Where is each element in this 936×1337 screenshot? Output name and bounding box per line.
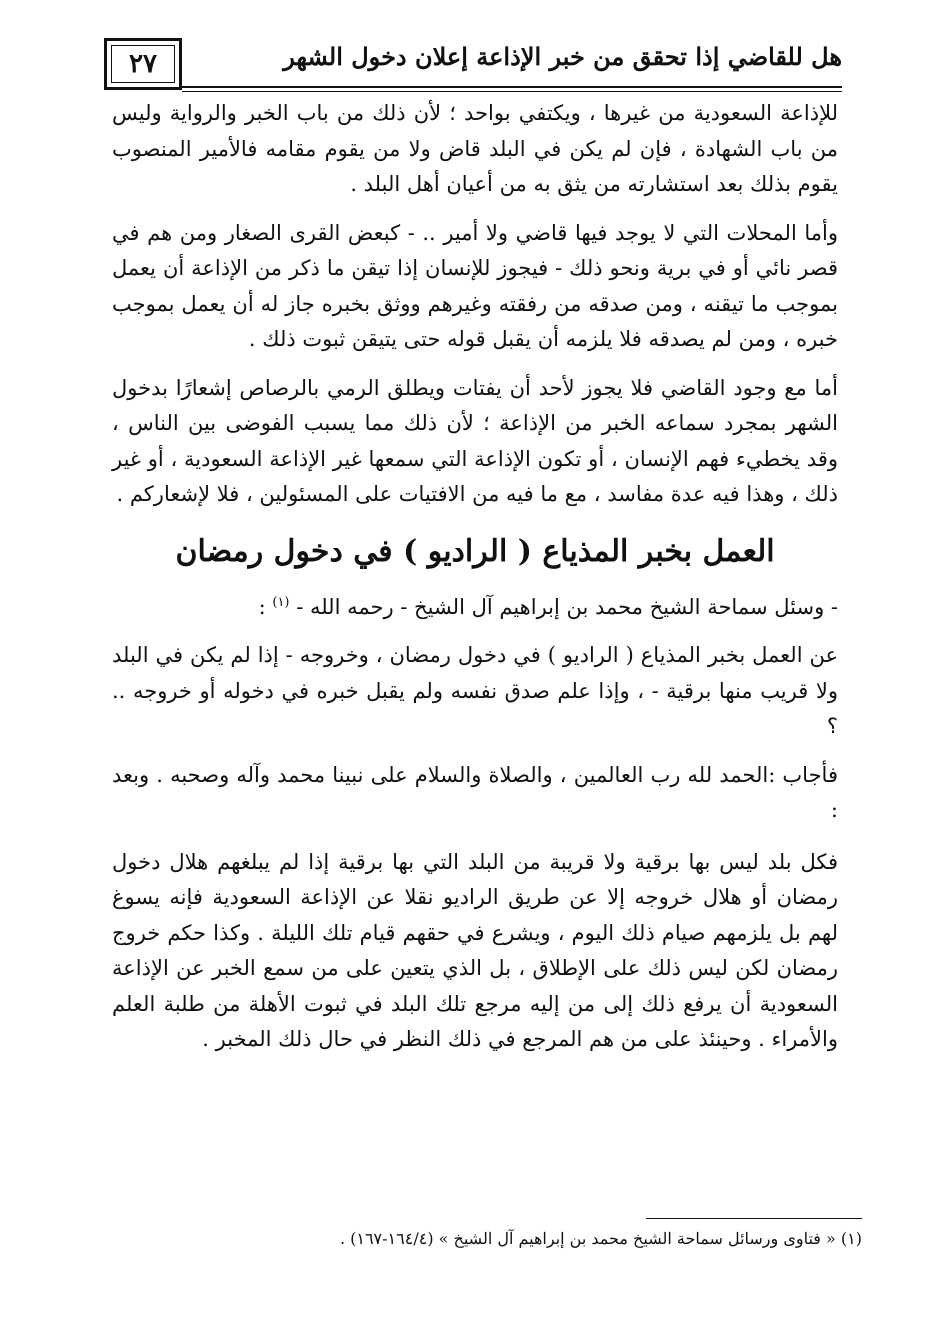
page-number-box [104,38,182,90]
answer-text: فكل بلد ليس بها برقية ولا قريبة من البلد التي بها برقية إذا لم يبلغهم هلال دخول رمضان أو هلال خروجه إلا عن طريق الراديو نقلا عن الإذاعة السعودية فإنه يسوغ لهم بل يلزمهم صيام ذلك اليوم ، ويشرع في حقهم قيام تلك الليلة . وكذا حكم خروج رمضان لكن ليس ذلك على الإطلاق ، بل الذي يتعين على من سمع الخبر عن الإذاعة السعودية أن يرفع ذلك إلى من إليه مرجع تلك البلد في ثبوت الأهلة من طلبة العلم والأمراء . وحينئذ على من هم المرجع في ذلك النظر في حال ذلك المخبر . [112,849,838,1051]
paragraph-3: أما مع وجود القاضي فلا يجوز لأحد أن يفتات ويطلق الرمي بالرصاص إشعارًا بدخول الشهر بمجرد سماعه الخبر من الإذاعة ؛ لأن ذلك مما يسبب الفوضى بين الناس ، وقد يخطيء فهم الإنسان ، أو تكون الإذاعة التي سمعها غير الإذاعة السعودية ، أو غير ذلك ، وهذا فيه عدة مفاسد ، مع ما فيه من الافتيات على المسئولين ، فلا لإشعاركم . [112,375,838,506]
footnote: (١) « فتاوى ورسائل سماحة الشيخ محمد بن إبراهيم آل الشيخ » (١٦٤/٤-١٦٧) . [339,1229,862,1248]
section-title: العمل بخبر المذياع ( الراديو ) في دخول رمضان [175,533,775,569]
page-body [112,96,838,1058]
header-rule-thin [182,91,842,92]
footnote-separator [646,1218,862,1219]
page-number: ٢٧ [129,49,157,79]
question-intro-colon: : [258,594,266,619]
question-intro [112,585,838,626]
question-intro-text: - وسئل سماحة الشيخ محمد بن إبراهيم آل الشيخ - رحمه الله - [296,594,838,619]
footnote-reference[interactable]: (١) [272,594,290,610]
paragraph-2: وأما المحلات التي لا يوجد فيها قاضي ولا أمير .. - كبعض القرى الصغار ومن هم في قصر نائي أو في برية ونحو ذلك - فيجوز للإنسان إذا تيقن ما ذكر من الإذاعة أن يعمل بموجب ما تيقنه ، ومن صدقه من رفقته وغيرهم ووثق بخبره جاز له أن يعمل بموجب خبره ، ومن لم يصدقه فلا يلزمه أن يقبل قوله حتى يتيقن ثبوت ذلك . [112,220,838,351]
paragraph-1: للإذاعة السعودية من غيرها ، ويكتفي بواحد ؛ لأن ذلك من باب الخبر والرواية وليس من باب الشهادة ، فإن لم يكن في البلد قاض ولا من يقوم مقامه فالأمير المنصوب يقوم بذلك بعد استشارته من يثق به من أعيان أهل البلد . [112,101,838,196]
answer-intro: فأجاب :الحمد لله رب العالمين ، والصلاة والسلام على نبينا محمد وآله وصحبه . وبعد : [112,762,838,822]
running-title: هل للقاضي إذا تحقق من خبر الإذاعة إعلان دخول الشهر [283,42,842,71]
page-header [100,24,842,92]
header-rule [182,86,842,88]
question-text: عن العمل بخبر المذياع ( الراديو ) في دخول رمضان ، وخروجه - إذا لم يكن في البلد ولا قريب منها برقية - ، وإذا علم صدق نفسه ولم يقبل خبره في دخوله أو خروجه .. ؟ [112,643,838,738]
